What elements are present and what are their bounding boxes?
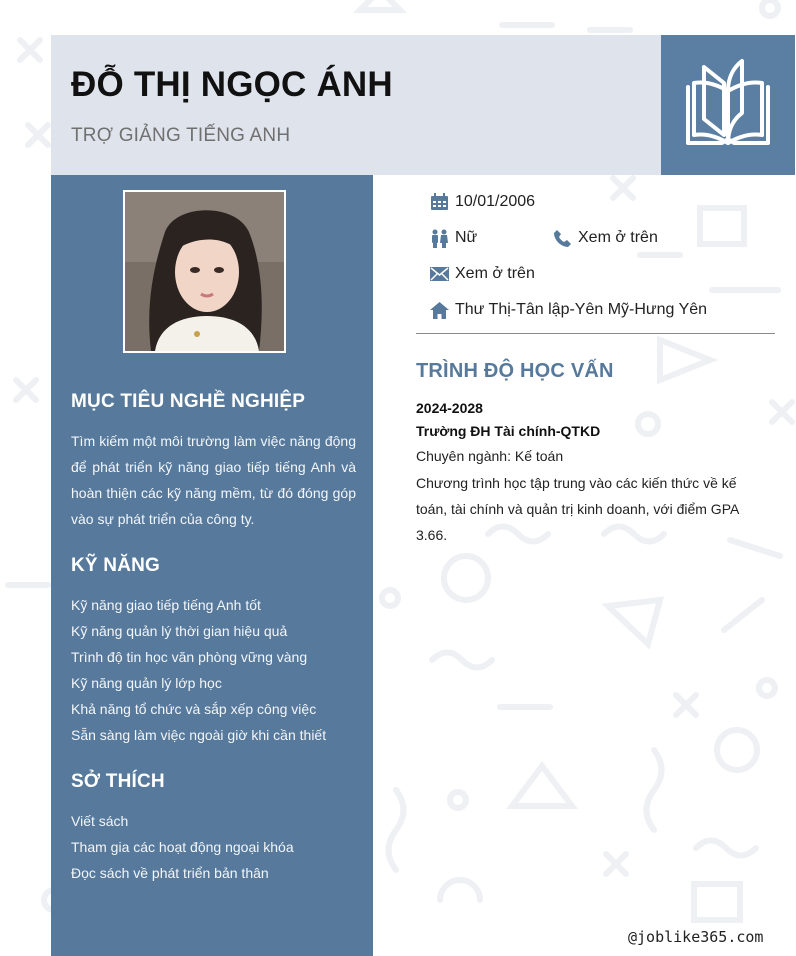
skill-item: Sẵn sàng làm việc ngoài giờ khi cần thiết [71,727,327,743]
skills-heading: KỸ NĂNG [71,555,161,576]
career-objective-heading: MỤC TIÊU NGHỀ NGHIỆP [71,391,306,412]
email-row [429,262,535,286]
birthdate-row [429,190,535,214]
hobby-item: Tham gia các hoạt động ngoại khóa [71,839,294,855]
gender-value: Nữ [455,229,478,246]
skill-item: Kỹ năng quản lý thời gian hiệu quả [71,623,288,639]
candidate-name: ĐỖ THỊ NGỌC ÁNH [71,65,393,104]
gender-icon [429,228,449,248]
birthdate-value: 10/01/2006 [455,193,536,210]
calendar-icon [429,192,449,212]
phone-value: Xem ở trên [578,229,658,246]
gender-row [429,226,477,250]
skill-item: Kỹ năng giao tiếp tiếng Anh tốt [71,597,261,613]
education-school: Trường ĐH Tài chính-QTKD [416,423,601,439]
address-value: Thư Thị-Tân lập-Yên Mỹ-Hưng Yên [455,301,708,318]
header-banner [51,35,661,175]
career-objective-text: Tìm kiếm một môi trường làm việc năng động để phát triển kỹ năng giao tiếp tiếng Anh và hoàn thiện các kỹ năng mềm, từ đó đóng góp vào sự phát triển của công ty. [71,433,356,527]
job-title: TRỢ GIẢNG TIẾNG ANH [71,125,291,146]
phone-icon [552,228,572,248]
left-sidebar [51,175,373,956]
hobby-item: Đọc sách về phát triển bản thân [71,865,269,881]
home-icon [429,300,449,320]
profile-photo [125,192,284,351]
skill-item: Kỹ năng quản lý lớp học [71,675,222,691]
header-icon-box [661,35,795,175]
skill-item: Trình độ tin học văn phòng vững vàng [71,649,308,665]
skills-list [71,592,326,748]
hobby-item: Viết sách [71,813,129,829]
profile-photo-frame [123,190,286,353]
site-watermark: @joblike365.com [628,928,764,946]
email-value: Xem ở trên [455,265,535,282]
education-description: Chương trình học tập trung vào các kiến thức về kế toán, tài chính và quản trị kinh doanh, với điểm GPA 3.66. [416,475,739,543]
skill-item: Khả năng tổ chức và sắp xếp công việc [71,701,317,717]
hobbies-list [71,808,294,886]
education-major: Chuyên ngành: Kế toán [416,448,564,464]
envelope-icon [429,264,449,284]
section-divider [416,333,775,334]
address-row [429,298,707,322]
phone-row [552,226,658,250]
education-years: 2024-2028 [416,400,483,416]
open-book-icon [680,57,776,153]
hobbies-heading: SỞ THÍCH [71,771,165,792]
education-heading: TRÌNH ĐỘ HỌC VẤN [416,360,614,382]
